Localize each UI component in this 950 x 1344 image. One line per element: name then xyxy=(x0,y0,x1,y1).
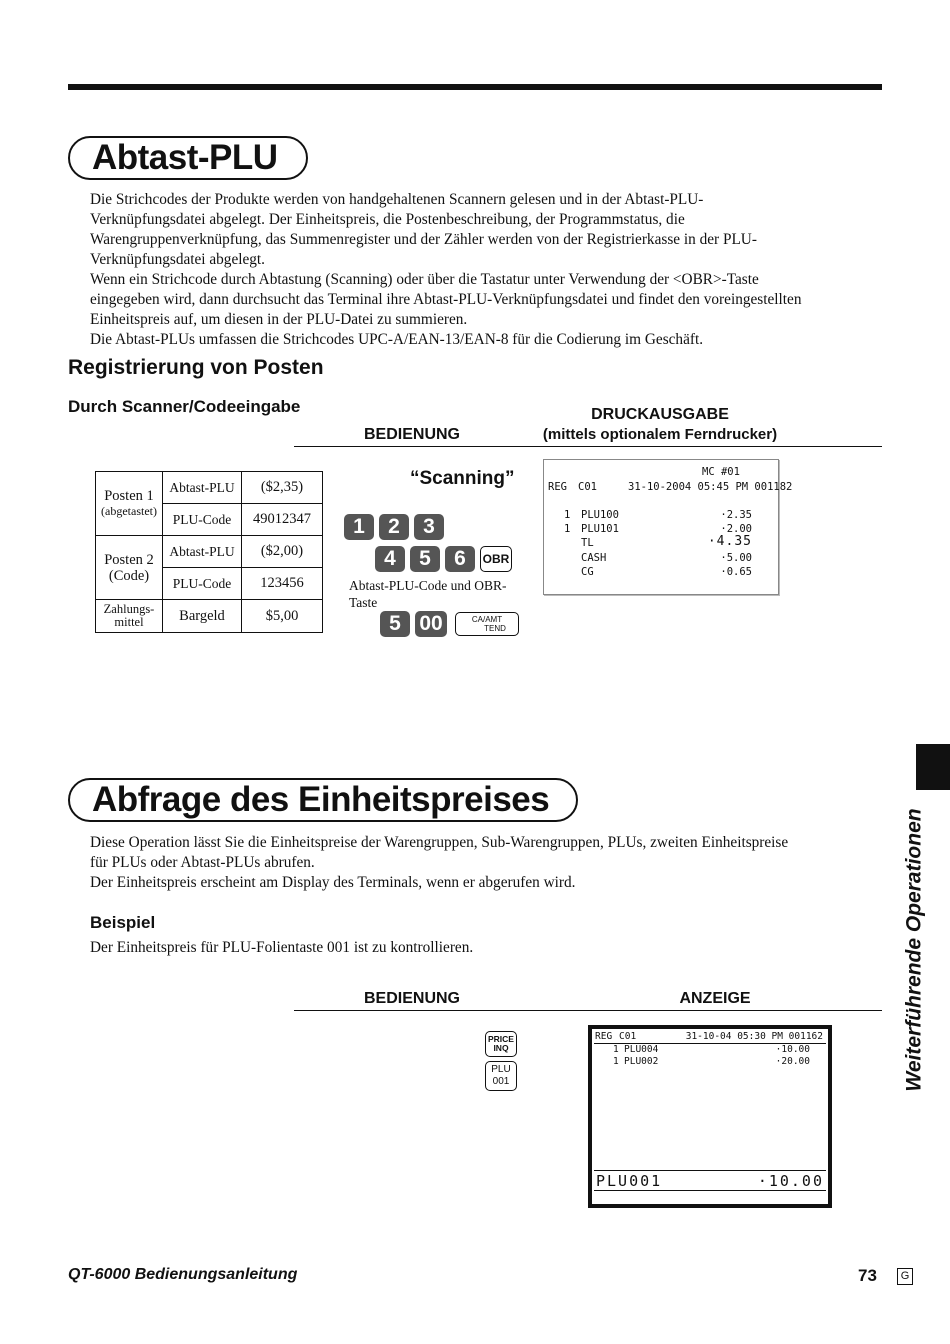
column-header-bedienung: BEDIENUNG xyxy=(363,426,460,443)
table-cell xyxy=(96,600,163,633)
footer-manual-title: QT-6000 Bedienungsanleitung xyxy=(68,1266,298,1283)
side-tab-label xyxy=(795,808,950,1092)
table-row xyxy=(96,600,323,633)
table-cell xyxy=(96,536,163,600)
table-cell: Abtast-PLU xyxy=(163,472,242,504)
receipt-qty: 1 xyxy=(564,523,571,535)
terminal-display xyxy=(588,1025,832,1208)
plu-key-label: 001 xyxy=(492,1076,510,1087)
receipt-cash-amount: ·5.00 xyxy=(720,552,752,564)
table-cell: 49012347 xyxy=(242,504,323,536)
receipt-change-label: CG xyxy=(581,566,594,578)
table-cell: Bargeld xyxy=(163,600,242,633)
receipt-total-amount: ·4.35 xyxy=(707,534,752,549)
price-inq-key-label: PRICE xyxy=(488,1034,514,1044)
key-row-1 xyxy=(344,514,444,540)
operation-note xyxy=(349,577,507,611)
key-row-2 xyxy=(375,546,512,572)
column-rule xyxy=(294,1010,882,1011)
table-cell-text: (Code) xyxy=(108,567,150,584)
paragraph-line: Einheitspreis auf, um diesen in der PLU-Datei zu summieren. xyxy=(90,311,468,328)
column-header-druckausgabe: DRUCKAUSGABE xyxy=(591,406,729,423)
ca-amt-tend-key[interactable] xyxy=(455,612,519,636)
table-cell-text: Zahlungs- xyxy=(103,602,155,616)
paragraph-line: Verknüpfungsdatei abgelegt. Der Einheitspreis, die Postenbeschreibung, der Programmstatus, die xyxy=(90,211,685,228)
side-tab-text: Weiterführende Operationen xyxy=(903,808,926,1092)
table-cell-text: mittel xyxy=(114,615,144,629)
example-heading: Beispiel xyxy=(90,913,156,932)
display-amount: ·20.00 xyxy=(775,1056,810,1067)
key-00[interactable]: 00 xyxy=(415,611,447,637)
display-amount: ·10.00 xyxy=(775,1044,810,1055)
display-qty: 1 xyxy=(613,1044,619,1055)
receipt-amount: ·2.35 xyxy=(720,509,752,521)
receipt-qty: 1 xyxy=(564,509,571,521)
table-cell: PLU-Code xyxy=(163,504,242,536)
price-inq-key[interactable] xyxy=(485,1031,517,1057)
section2-intro xyxy=(90,833,890,893)
key-3[interactable]: 3 xyxy=(414,514,444,540)
plu-key-label: PLU xyxy=(491,1064,511,1075)
display-mode: REG xyxy=(595,1031,613,1042)
ca-key-label-top: CA/AMT xyxy=(471,615,503,624)
column-header-bedienung: BEDIENUNG xyxy=(363,990,460,1007)
page-number: 73 xyxy=(858,1266,877,1285)
items-table xyxy=(95,471,323,633)
display-datetime: 31-10-04 05:30 PM 001162 xyxy=(685,1031,823,1042)
display-item: PLU004 xyxy=(624,1044,659,1055)
section1-intro xyxy=(90,190,890,350)
paragraph-line: Die Strichcodes der Produkte werden von handgehaltenen Scannern gelesen und in der Abtast-PLU- xyxy=(90,191,704,208)
key-5[interactable]: 5 xyxy=(380,611,410,637)
table-cell-text: (abgetastet) xyxy=(101,503,157,518)
table-cell xyxy=(96,472,163,536)
plu-001-key[interactable] xyxy=(485,1061,517,1091)
receipt-datetime: 31-10-2004 05:45 PM 001182 xyxy=(628,481,793,493)
section-title-text: Abtast-PLU xyxy=(92,138,278,177)
receipt-cash-label: CASH xyxy=(581,552,607,564)
section-title-abtast-plu xyxy=(68,136,308,180)
paragraph-line: eingegeben wird, dann durchsucht das Terminal ihre Abtast-PLU-Verknüpfungsdatei und findet den voreingestellten xyxy=(90,291,802,308)
paragraph-line: Der Einheitspreis erscheint am Display des Terminals, wenn er abgerufen wird. xyxy=(90,874,576,891)
receipt-change-amount: ·0.65 xyxy=(720,566,752,578)
receipt-amount: ·2.00 xyxy=(720,523,752,535)
scanning-label: “Scanning” xyxy=(410,468,515,489)
paragraph-line: Die Abtast-PLUs umfassen die Strichcodes UPC-A/EAN-13/EAN-8 für die Codierung im Geschäft. xyxy=(90,331,704,348)
price-inq-key-label: INQ xyxy=(493,1043,509,1053)
key-row-3 xyxy=(380,611,519,637)
column-rule xyxy=(294,446,882,447)
receipt-clerk: C01 xyxy=(578,481,597,493)
table-cell: ($2,35) xyxy=(242,472,323,504)
section-title-abfrage xyxy=(68,778,578,822)
paragraph-line: Diese Operation lässt Sie die Einheitspreise der Warengruppen, Sub-Warengruppen, PLUs, zweiten Einheitspreise xyxy=(90,834,789,851)
table-row xyxy=(96,536,323,568)
operation-note-line: Taste xyxy=(349,595,378,610)
receipt-mode: REG xyxy=(548,481,567,493)
display-item: PLU002 xyxy=(624,1056,659,1067)
display-qty: 1 xyxy=(613,1056,619,1067)
subsubheading-scanner: Durch Scanner/Codeeingabe xyxy=(68,397,301,416)
table-cell-text: Posten 2 xyxy=(104,551,154,568)
side-tab-marker xyxy=(916,744,950,790)
table-cell: 123456 xyxy=(242,568,323,600)
table-cell: $5,00 xyxy=(242,600,323,633)
display-divider xyxy=(594,1190,826,1191)
paragraph-line: Verknüpfungsdatei abgelegt. xyxy=(90,251,266,268)
display-clerk: C01 xyxy=(619,1031,637,1042)
subheading-registrierung: Registrierung von Posten xyxy=(68,356,324,379)
section-title-text: Abfrage des Einheitspreises xyxy=(92,780,550,819)
receipt-total-label: TL xyxy=(581,537,594,549)
paragraph-line: Wenn ein Strichcode durch Abtastung (Scanning) oder über die Tastatur unter Verwendung der <OBR>-Taste xyxy=(90,271,759,288)
obr-key[interactable]: OBR xyxy=(480,546,512,572)
table-cell: PLU-Code xyxy=(163,568,242,600)
table-cell: ($2,00) xyxy=(242,536,323,568)
operation-note-line: Abtast-PLU-Code und OBR- xyxy=(349,578,507,593)
key-2[interactable]: 2 xyxy=(379,514,409,540)
key-6[interactable]: 6 xyxy=(445,546,475,572)
table-row xyxy=(96,472,323,504)
receipt-item: PLU100 xyxy=(581,509,619,521)
receipt-printout xyxy=(543,459,793,595)
display-bottom-item: PLU001 xyxy=(596,1172,663,1190)
table-cell: Abtast-PLU xyxy=(163,536,242,568)
key-5[interactable]: 5 xyxy=(410,546,440,572)
paragraph-line: Warengruppenverknüpfung, das Summenregister und der Zähler werden von der Registrierkasse in der PLU- xyxy=(90,231,757,248)
receipt-item: PLU101 xyxy=(581,523,619,535)
display-divider xyxy=(594,1170,826,1171)
column-header-druckausgabe-sub: (mittels optionalem Ferndrucker) xyxy=(542,426,778,443)
paragraph-line: für PLUs oder Abtast-PLUs abrufen. xyxy=(90,854,315,871)
key-1[interactable]: 1 xyxy=(344,514,374,540)
top-rule xyxy=(68,84,882,90)
example-text: Der Einheitspreis für PLU-Folientaste 001 ist zu kontrollieren. xyxy=(90,939,474,956)
language-badge: G xyxy=(897,1268,913,1285)
display-bottom-amount: ·10.00 xyxy=(757,1172,824,1190)
column-header-anzeige: ANZEIGE xyxy=(679,990,751,1007)
key-4[interactable]: 4 xyxy=(375,546,405,572)
receipt-machine-no: MC #01 xyxy=(702,466,740,478)
table-cell-text: Posten 1 xyxy=(104,487,154,504)
ca-key-label-bottom: TEND xyxy=(484,624,506,633)
